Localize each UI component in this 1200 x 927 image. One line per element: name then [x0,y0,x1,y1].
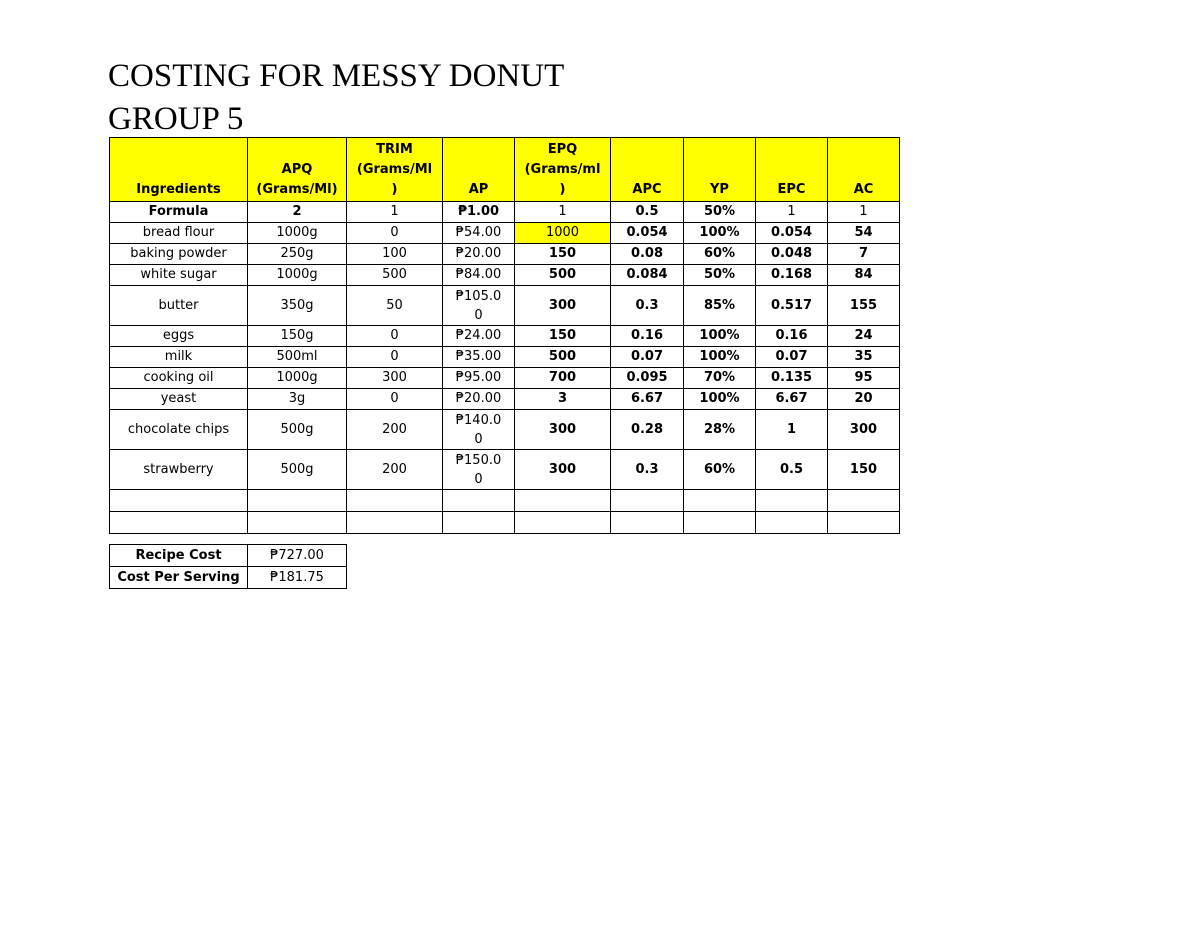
ap-cell: ₱54.00 [443,223,515,244]
header-ap: AP [443,138,515,202]
ap-cell: ₱140.0 0 [443,410,515,450]
empty-cell [611,512,684,534]
ingredient-cell: bread flour [110,223,248,244]
apq-cell: 500ml [248,347,347,368]
ac-cell: 24 [828,326,900,347]
yp-cell: 100% [684,389,756,410]
ingredient-cell: cooking oil [110,368,248,389]
header-ingredients: Ingredients [110,138,248,202]
ingredient-cell: white sugar [110,265,248,286]
ingredient-cell: strawberry [110,450,248,490]
trim-cell: 100 [347,244,443,265]
trim-cell: 200 [347,410,443,450]
epc-cell: 0.054 [756,223,828,244]
apc-cell: 0.07 [611,347,684,368]
table-row [110,368,900,389]
ac-cell: 20 [828,389,900,410]
table-row [110,326,900,347]
cost-per-serving-label: Cost Per Serving [110,567,248,589]
ac-cell: 155 [828,286,900,326]
ap-cell: ₱105.0 0 [443,286,515,326]
recipe-cost-value: ₱727.00 [248,545,347,567]
ac-cell: 95 [828,368,900,389]
empty-cell [515,512,611,534]
table-row [110,244,900,265]
ac-cell: 84 [828,265,900,286]
costing-table [109,137,900,534]
epc-cell: 0.168 [756,265,828,286]
empty-cell [756,490,828,512]
ap-cell: ₱84.00 [443,265,515,286]
yp-cell: 100% [684,347,756,368]
empty-cell [611,490,684,512]
formula-epc: 1 [756,202,828,223]
epc-cell: 0.517 [756,286,828,326]
apq-cell: 350g [248,286,347,326]
apq-cell: 3g [248,389,347,410]
apq-cell: 250g [248,244,347,265]
formula-label: Formula [110,202,248,223]
ac-cell: 300 [828,410,900,450]
summary-table [109,544,347,589]
apq-cell: 150g [248,326,347,347]
empty-cell [110,512,248,534]
trim-cell: 0 [347,223,443,244]
epc-cell: 0.16 [756,326,828,347]
formula-apc: 0.5 [611,202,684,223]
apc-cell: 0.3 [611,286,684,326]
trim-cell: 300 [347,368,443,389]
epc-cell: 0.5 [756,450,828,490]
epc-cell: 0.07 [756,347,828,368]
yp-cell: 70% [684,368,756,389]
apq-cell: 500g [248,450,347,490]
yp-cell: 60% [684,450,756,490]
empty-row [110,490,900,512]
epq-cell: 500 [515,265,611,286]
trim-cell: 0 [347,326,443,347]
apc-cell: 0.16 [611,326,684,347]
apc-cell: 0.08 [611,244,684,265]
apc-cell: 6.67 [611,389,684,410]
apq-cell: 1000g [248,223,347,244]
epc-cell: 6.67 [756,389,828,410]
formula-ap: ₱1.00 [443,202,515,223]
epq-cell-selected[interactable]: 1000 [515,223,611,244]
table-row [110,223,900,244]
epq-cell: 300 [515,410,611,450]
empty-cell [248,512,347,534]
apc-cell: 0.3 [611,450,684,490]
epq-cell: 300 [515,286,611,326]
epq-cell: 500 [515,347,611,368]
empty-cell [110,490,248,512]
cost-per-serving-value: ₱181.75 [248,567,347,589]
yp-cell: 60% [684,244,756,265]
apc-cell: 0.054 [611,223,684,244]
empty-cell [443,490,515,512]
yp-cell: 50% [684,265,756,286]
formula-apq: 2 [248,202,347,223]
formula-ac: 1 [828,202,900,223]
table-row [110,410,900,450]
apq-cell: 1000g [248,368,347,389]
epq-cell: 150 [515,244,611,265]
ingredient-cell: yeast [110,389,248,410]
apc-cell: 0.095 [611,368,684,389]
formula-row [110,202,900,223]
ap-cell: ₱35.00 [443,347,515,368]
recipe-cost-label: Recipe Cost [110,545,248,567]
ap-cell: ₱95.00 [443,368,515,389]
header-apq: APQ (Grams/Ml) [248,138,347,202]
ap-cell: ₱150.0 0 [443,450,515,490]
group-label: GROUP 5 [108,101,244,137]
empty-cell [828,490,900,512]
empty-cell [684,490,756,512]
empty-cell [248,490,347,512]
epq-cell: 150 [515,326,611,347]
ap-cell: ₱24.00 [443,326,515,347]
header-apc: APC [611,138,684,202]
epc-cell: 1 [756,410,828,450]
yp-cell: 100% [684,223,756,244]
document-title: COSTING FOR MESSY DONUT [108,58,565,94]
empty-cell [443,512,515,534]
empty-cell [347,512,443,534]
ingredient-cell: butter [110,286,248,326]
yp-cell: 85% [684,286,756,326]
trim-cell: 0 [347,389,443,410]
apc-cell: 0.084 [611,265,684,286]
yp-cell: 100% [684,326,756,347]
header-ac: AC [828,138,900,202]
ap-cell: ₱20.00 [443,389,515,410]
header-trim: TRIM (Grams/Ml ) [347,138,443,202]
empty-cell [684,512,756,534]
ac-cell: 7 [828,244,900,265]
trim-cell: 200 [347,450,443,490]
epq-cell: 3 [515,389,611,410]
ac-cell: 35 [828,347,900,368]
ingredient-cell: baking powder [110,244,248,265]
header-yp: YP [684,138,756,202]
trim-cell: 0 [347,347,443,368]
ac-cell: 150 [828,450,900,490]
header-epq: EPQ (Grams/ml ) [515,138,611,202]
empty-row [110,512,900,534]
recipe-cost-row [110,545,347,567]
ac-cell: 54 [828,223,900,244]
epc-cell: 0.135 [756,368,828,389]
apq-cell: 1000g [248,265,347,286]
table-row [110,450,900,490]
header-row [110,138,900,202]
table-row [110,347,900,368]
ingredient-cell: chocolate chips [110,410,248,450]
epq-cell: 300 [515,450,611,490]
trim-cell: 50 [347,286,443,326]
empty-cell [515,490,611,512]
empty-cell [828,512,900,534]
empty-cell [347,490,443,512]
apc-cell: 0.28 [611,410,684,450]
apq-cell: 500g [248,410,347,450]
empty-cell [756,512,828,534]
table-row [110,389,900,410]
trim-cell: 500 [347,265,443,286]
ingredient-cell: milk [110,347,248,368]
epq-cell: 700 [515,368,611,389]
cost-per-serving-row [110,567,347,589]
table-row [110,265,900,286]
epc-cell: 0.048 [756,244,828,265]
header-epc: EPC [756,138,828,202]
formula-epq: 1 [515,202,611,223]
formula-trim: 1 [347,202,443,223]
ap-cell: ₱20.00 [443,244,515,265]
formula-yp: 50% [684,202,756,223]
yp-cell: 28% [684,410,756,450]
ingredient-cell: eggs [110,326,248,347]
table-row [110,286,900,326]
